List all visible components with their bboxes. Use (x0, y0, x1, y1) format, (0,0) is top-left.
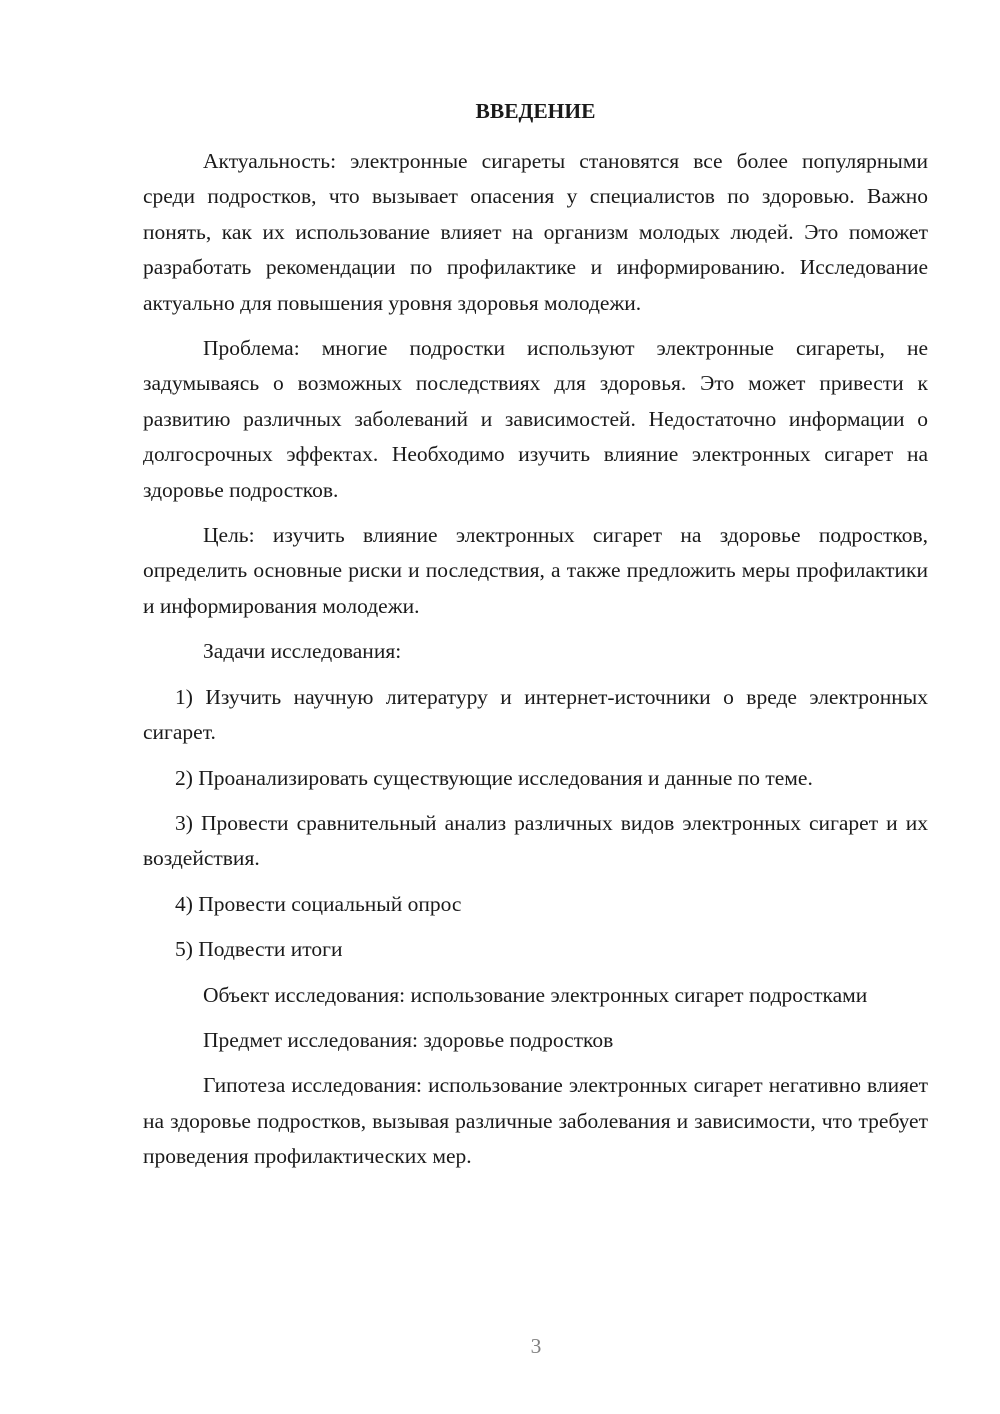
research-subject-paragraph: Предмет исследования: здоровье подростков (203, 1027, 614, 1052)
section-title: ВВЕДЕНИЕ (475, 99, 596, 123)
goal-paragraph: Цель: изучить влияние электронных сигарет на здоровье подростков, определить основные риски и последствия, а также предложить меры профилактики и информирования молодежи. (143, 523, 928, 618)
problem-paragraph: Проблема: многие подростки используют электронные сигареты, не задумываясь о возможных последствиях для здоровья. Это может привести к развитию различных заболеваний и зависимостей. Недостаточно информации о долгосрочных эффектах. Необходимо изучить влияние электронных сигарет на здоровье подростков. (143, 336, 928, 502)
task-item-1: 1) Изучить научную литературу и интернет-источники о вреде электронных сигарет. (143, 684, 928, 745)
task-item-3: 3) Провести сравнительный анализ различных видов электронных сигарет и их воздействия. (143, 810, 928, 871)
tasks-heading: Задачи исследования: (203, 639, 402, 664)
page-number: 3 (530, 1334, 542, 1358)
document-body (143, 94, 928, 1185)
task-item-5: 5) Подвести итоги (175, 937, 343, 962)
task-item-4: 4) Провести социальный опрос (175, 891, 462, 916)
task-item-2: 2) Проанализировать существующие исследования и данные по теме. (175, 765, 813, 790)
relevance-paragraph: Актуальность: электронные сигареты становятся все более популярными среди подростков, что вызывает опасения у специалистов по здоровью. Важно понять, как их использование влияет на организм молодых людей. Это поможет разработать рекомендации по профилактике и информированию. Исследование актуально для повышения уровня здоровья молодежи. (143, 149, 928, 315)
research-object-paragraph: Объект исследования: использование электронных сигарет подростками (203, 982, 868, 1007)
hypothesis-paragraph: Гипотеза исследования: использование электронных сигарет негативно влияет на здоровье подростков, вызывая различные заболевания и зависимости, что требует проведения профилактических мер. (143, 1073, 928, 1169)
